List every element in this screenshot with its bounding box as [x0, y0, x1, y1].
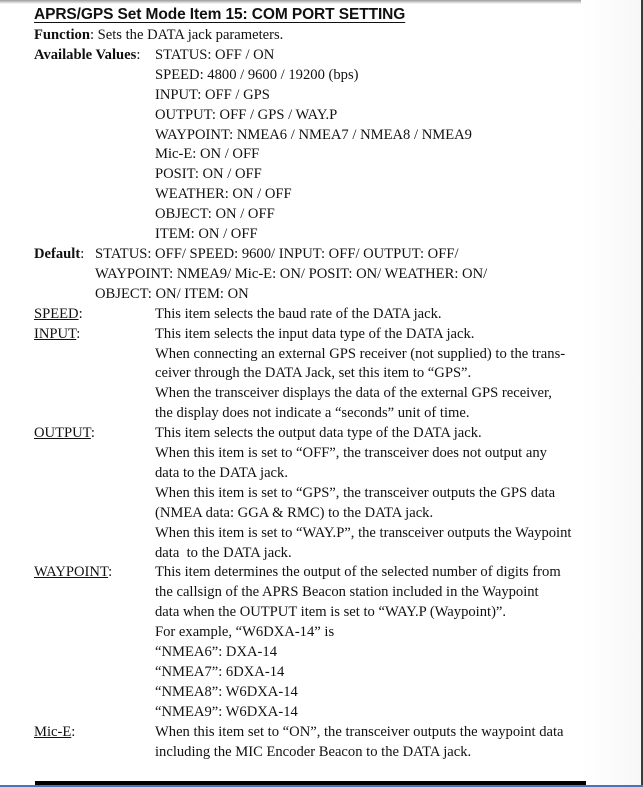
available-value: WEATHER: ON / OFF [155, 186, 292, 203]
desc-line: “NMEA9”: W6DXA-14 [155, 703, 298, 720]
function-row: Function: Sets the DATA jack parameters. [34, 27, 284, 43]
term-output: OUTPUT [34, 425, 91, 442]
available-value: POSIT: ON / OFF [155, 166, 262, 183]
available-value: STATUS: OFF / ON [155, 46, 275, 63]
desc-line: ceiver through the DATA Jack, set this item to “GPS”. [155, 365, 472, 382]
available-value: INPUT: OFF / GPS [155, 86, 270, 103]
desc-speed: SPEED: This item selects the baud rate of the DATA jack. [34, 305, 586, 325]
desc-line: This item selects the output data type of the DATA jack. [155, 425, 482, 442]
desc-line: “NMEA6”: DXA-14 [155, 644, 277, 661]
available-value: SPEED: 4800 / 9600 / 19200 (bps) [155, 66, 359, 83]
term-speed: SPEED [34, 305, 79, 322]
available-values-label: Available Values [34, 46, 137, 63]
default-line: WAYPOINT: NMEA9/ Mic-E: ON/ POSIT: ON/ WEATHER: ON/ [95, 265, 488, 282]
term-input: INPUT [34, 325, 77, 342]
available-value: OUTPUT: OFF / GPS / WAY.P [155, 106, 338, 123]
function-label: Function [34, 27, 90, 43]
default-row: Default: STATUS: OFF/ SPEED: 9600/ INPUT: OFF/ OUTPUT: OFF/ WAYPOINT: NMEA9/ Mic-E: ON/ POSIT: ON/ WEATHER: ON/ OBJECT: ON/ ITEM: ON [34, 245, 586, 305]
available-value: OBJECT: ON / OFF [155, 206, 275, 223]
default-label: Default [34, 245, 81, 262]
desc-line: When this item is set to “WAY.P”, the transceiver outputs the Waypoint [155, 524, 572, 541]
available-value: WAYPOINT: NMEA6 / NMEA7 / NMEA8 / NMEA9 [155, 126, 472, 143]
desc-input: INPUT: This item selects the input data type of the DATA jack. When connecting an external GPS receiver (not supplied) to the trans- ceiver through the DATA Jack, set this item to “GPS”. When the transceiver displays the data of the external GPS receiver, the display does not indicate a “seconds” unit of time. [34, 325, 586, 425]
desc-output: OUTPUT: This item selects the output data type of the DATA jack. When this item is set to “OFF”, the transceiver does not output any data to the DATA jack. When this item is set to “GPS”, the transceiver outputs the GPS data (NMEA data: GGA & RMC) to the DATA jack. When this item is set to “WAY.P”, the transceiver outputs the Waypoint data to the DATA jack. [34, 424, 586, 563]
available-value: Mic-E: ON / OFF [155, 146, 260, 163]
available-values-row: Available Values: STATUS: OFF / ON SPEED: 4800 / 9600 / 19200 (bps) INPUT: OFF / GPS OUTPUT: OFF / GPS / WAY.P WAYPOINT: NMEA6 / NMEA7 / NMEA8 / NMEA9 Mic-E: ON / OFF POSIT: ON / OFF WEATHER: ON / OFF OBJECT: ON / OFF ITEM: ON / OFF [34, 46, 586, 245]
term-mic-e: Mic-E [34, 723, 72, 740]
desc-line: For example, “W6DXA-14” is [155, 624, 335, 641]
desc-line: data to the DATA jack. [155, 544, 292, 561]
desc-waypoint: WAYPOINT: This item determines the output of the selected number of digits from the callsign of the APRS Beacon station included in the Waypoint data when the OUTPUT item is set to “WAY.P (Waypoint)”. For example, “W6DXA-14” is “NMEA6”: DXA-14 “NMEA7”: 6DXA-14 “NMEA8”: W6DXA-14 “NMEA9”: W6DXA-14 [34, 563, 586, 722]
desc-line: data when the OUTPUT item is set to “WAY.P (Waypoint)”. [155, 604, 507, 621]
desc-line: When connecting an external GPS receiver (not supplied) to the trans- [155, 345, 566, 362]
default-line: OBJECT: ON/ ITEM: ON [95, 285, 249, 302]
term-waypoint: WAYPOINT [34, 564, 109, 581]
default-values [95, 245, 586, 305]
available-values-list [155, 46, 586, 245]
desc-line: When this item is set to “GPS”, the transceiver outputs the GPS data [155, 484, 556, 501]
desc-line: “NMEA8”: W6DXA-14 [155, 683, 298, 700]
desc-line: the callsign of the APRS Beacon station included in the Waypoint [155, 584, 539, 601]
desc-line: When the transceiver displays the data of the external GPS receiver, [155, 385, 552, 402]
function-text: Sets the DATA jack parameters. [97, 27, 284, 43]
section-title: APRS/GPS Set Mode Item 15: COM PORT SETTING [34, 6, 406, 23]
viewer-right-margin [581, 0, 641, 787]
desc-line: “NMEA7”: 6DXA-14 [155, 664, 285, 680]
desc-line: This item selects the input data type of the DATA jack. [155, 325, 475, 342]
desc-line: When this item set to “ON”, the transceiver outputs the waypoint data [155, 723, 564, 740]
default-line: STATUS: OFF/ SPEED: 9600/ INPUT: OFF/ OUTPUT: OFF/ [95, 245, 459, 262]
desc-line: the display does not indicate a “seconds” unit of time. [155, 405, 470, 422]
desc-line: This item selects the baud rate of the DATA jack. [155, 305, 442, 322]
desc-line: including the MIC Encoder Beacon to the DATA jack. [155, 743, 472, 760]
desc-line: data to the DATA jack. [155, 464, 288, 481]
desc-line: This item determines the output of the selected number of digits from [155, 564, 561, 581]
desc-line: When this item is set to “OFF”, the transceiver does not output any [155, 445, 547, 462]
desc-line: (NMEA data: GGA & RMC) to the DATA jack. [155, 504, 434, 521]
available-value: ITEM: ON / OFF [155, 226, 258, 243]
document-page [34, 4, 586, 763]
desc-mic-e: Mic-E: When this item set to “ON”, the transceiver outputs the waypoint data including the MIC Encoder Beacon to the DATA jack. [34, 723, 586, 763]
